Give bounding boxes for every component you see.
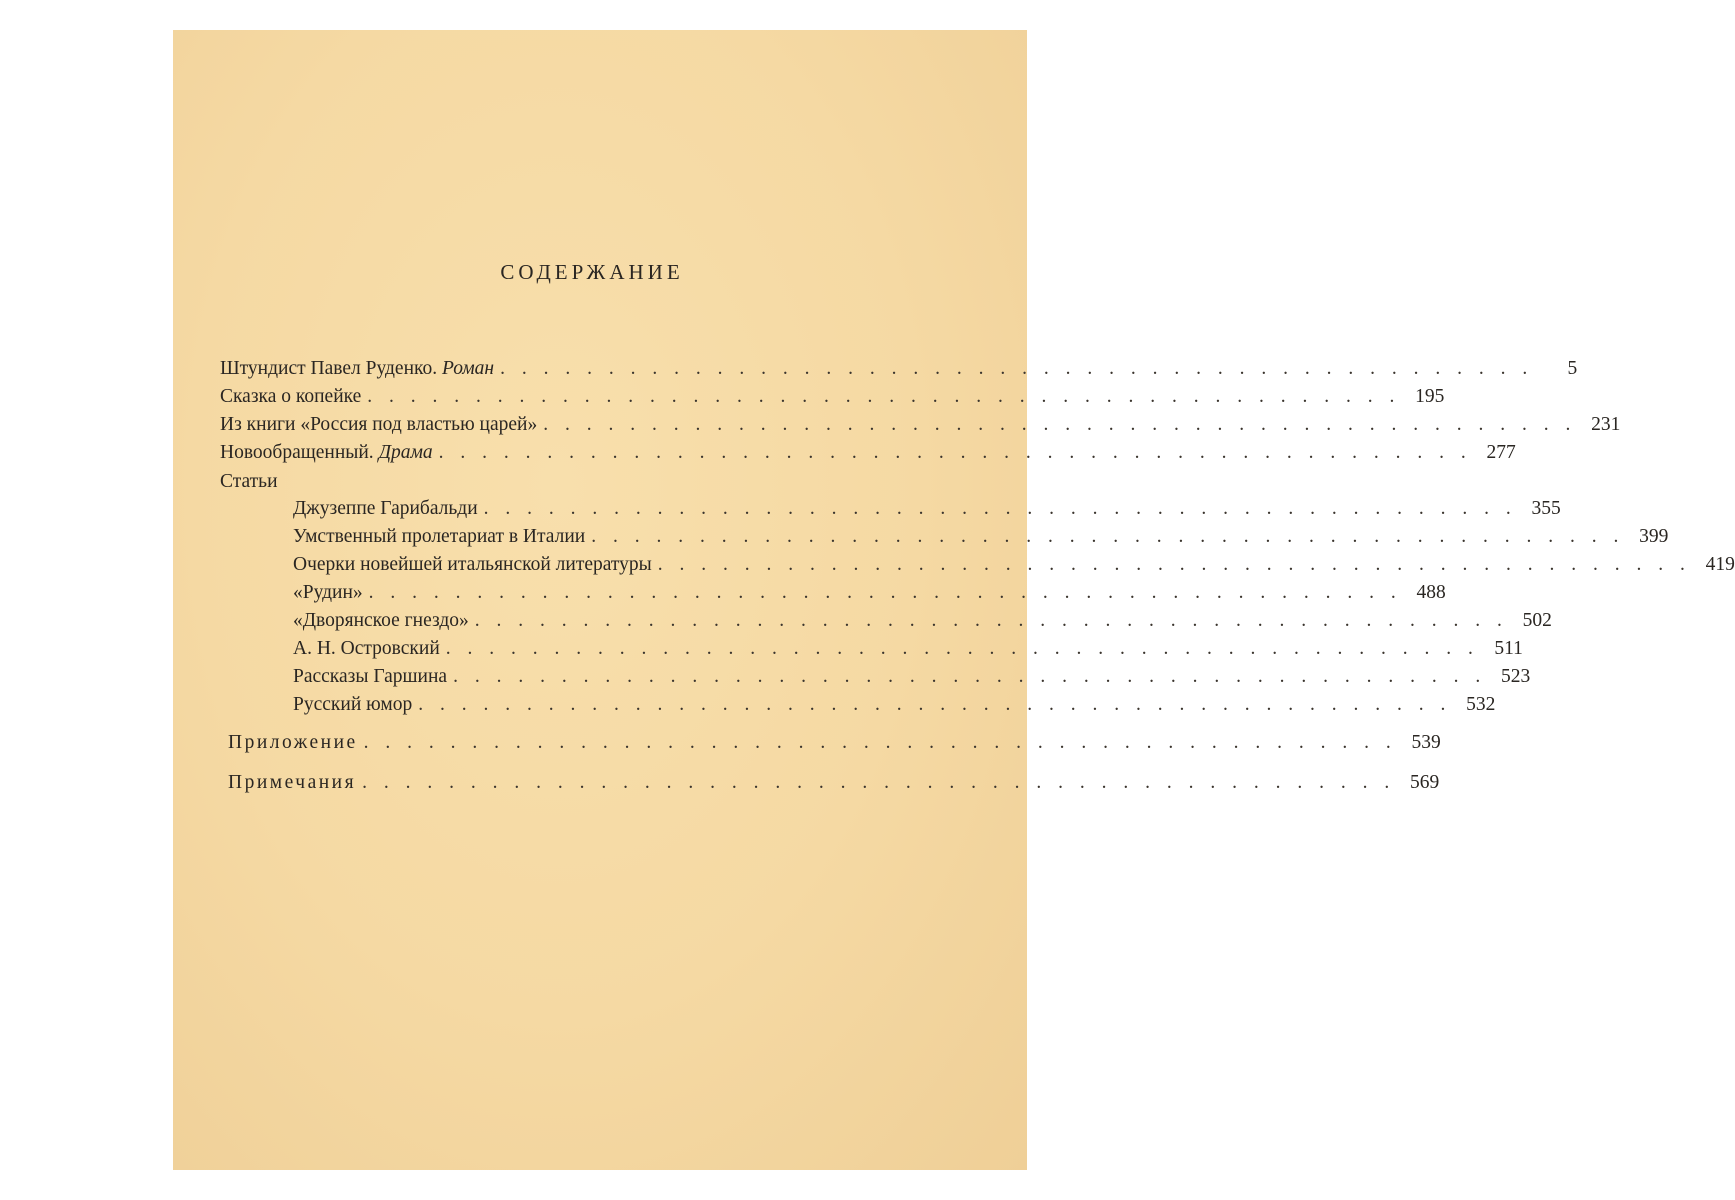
page-number: 419 <box>1705 554 1735 575</box>
section-label-articles: Статьи <box>220 471 278 492</box>
toc-entry-rudin <box>293 582 1446 608</box>
toc-entry-notes <box>228 772 1440 798</box>
entry-label: Джузеппе Гарибальди <box>293 498 478 519</box>
dot-leader: . . . . . . . . . . . . . . . . . . . . . . . . . . . . . . . . . . . . . . . . . . . . . . . . <box>483 498 1517 519</box>
entry-label: Сказка о копейке <box>220 386 362 407</box>
page-number: 355 <box>1531 498 1561 519</box>
page-number: 195 <box>1415 386 1445 407</box>
dot-leader: . . . . . . . . . . . . . . . . . . . . . . . . . . . . . . . . . . . . . . . . . . . . . . . . <box>474 610 1508 631</box>
page-title: СОДЕРЖАНИЕ <box>500 260 684 284</box>
entry-label: Русский юмор <box>293 694 413 715</box>
dot-leader: . . . . . . . . . . . . . . . . . . . . . . . . . . . . . . . . . . . . . . . . . . . . . . . . <box>453 666 1487 687</box>
page-number: 569 <box>1409 772 1440 793</box>
dot-leader: . . . . . . . . . . . . . . . . . . . . . . . . . . . . . . . . . . . . . . . . . . . . . . . . <box>368 582 1402 603</box>
toc-entry-appendix <box>228 732 1441 758</box>
page-number: 5 <box>1567 358 1578 379</box>
entry-label: Очерки новейшей итальянской литературы <box>293 554 652 575</box>
page-number: 511 <box>1494 638 1523 659</box>
dot-leader: . . . . . . . . . . . . . . . . . . . . . . . . . . . . . . . . . . . . . . . . . . . . . . . . <box>543 414 1577 435</box>
toc-entry-rossiya <box>220 414 1621 440</box>
dot-leader: . . . . . . . . . . . . . . . . . . . . . . . . . . . . . . . . . . . . . . . . . . . . . . . . <box>418 694 1452 715</box>
toc-entry-proletariat <box>293 526 1669 552</box>
dot-leader: . . . . . . . . . . . . . . . . . . . . . . . . . . . . . . . . . . . . . . . . . . . . . . . . <box>591 526 1625 547</box>
entry-label: «Дворянское гнездо» <box>293 610 469 631</box>
entry-label: Приложение <box>228 732 358 753</box>
page-number: 488 <box>1416 582 1446 603</box>
page-number: 502 <box>1522 610 1552 631</box>
toc-entry-garshin <box>293 666 1531 692</box>
entry-label: Примечания <box>228 772 357 793</box>
toc-entry-skazka <box>220 386 1445 412</box>
page-number: 231 <box>1591 414 1621 435</box>
entry-label: Из книги «Россия под властью царей» <box>220 414 538 435</box>
dot-leader: . . . . . . . . . . . . . . . . . . . . . . . . . . . . . . . . . . . . . . . . . . . . . . . . <box>445 638 1479 659</box>
dot-leader: . . . . . . . . . . . . . . . . . . . . . . . . . . . . . . . . . . . . . . . . . . . . . . . . <box>438 442 1472 463</box>
page-number: 523 <box>1500 666 1531 687</box>
entry-label: Новообращенный. Драма <box>220 442 433 463</box>
dot-leader: . . . . . . . . . . . . . . . . . . . . . . . . . . . . . . . . . . . . . . . . . . . . . . . . <box>367 386 1401 407</box>
toc-entry-shtundist <box>220 358 1578 384</box>
entry-label: Штундист Павел Руденко. Роман <box>220 358 495 379</box>
toc-entry-novoobrashchenny <box>220 442 1516 468</box>
entry-label: Умственный пролетариат в Италии <box>293 526 586 547</box>
dot-leader: . . . . . . . . . . . . . . . . . . . . . . . . . . . . . . . . . . . . . . . . . . . . . . . . <box>363 732 1397 753</box>
page-number: 539 <box>1411 732 1441 753</box>
toc-entry-garibaldi <box>293 498 1561 524</box>
entry-label: «Рудин» <box>293 582 363 603</box>
page-number: 532 <box>1466 694 1496 715</box>
dot-leader: . . . . . . . . . . . . . . . . . . . . . . . . . . . . . . . . . . . . . . . . . . . . . . . . <box>657 554 1691 575</box>
entry-label: Рассказы Гаршина <box>293 666 448 687</box>
toc-entry-russky-yumor <box>293 694 1496 720</box>
toc-entry-ostrovsky <box>293 638 1523 664</box>
toc-entry-dvoryanskoe-gnezdo <box>293 610 1552 636</box>
page-number: 277 <box>1486 442 1516 463</box>
book-page <box>173 30 1735 1170</box>
dot-leader: . . . . . . . . . . . . . . . . . . . . . . . . . . . . . . . . . . . . . . . . . . . . . . . . <box>500 358 1534 379</box>
page-number: 399 <box>1639 526 1669 547</box>
entry-label: А. Н. Островский <box>293 638 440 659</box>
toc-entry-ocherki <box>293 554 1735 580</box>
dot-leader: . . . . . . . . . . . . . . . . . . . . . . . . . . . . . . . . . . . . . . . . . . . . . . . . <box>362 772 1396 793</box>
